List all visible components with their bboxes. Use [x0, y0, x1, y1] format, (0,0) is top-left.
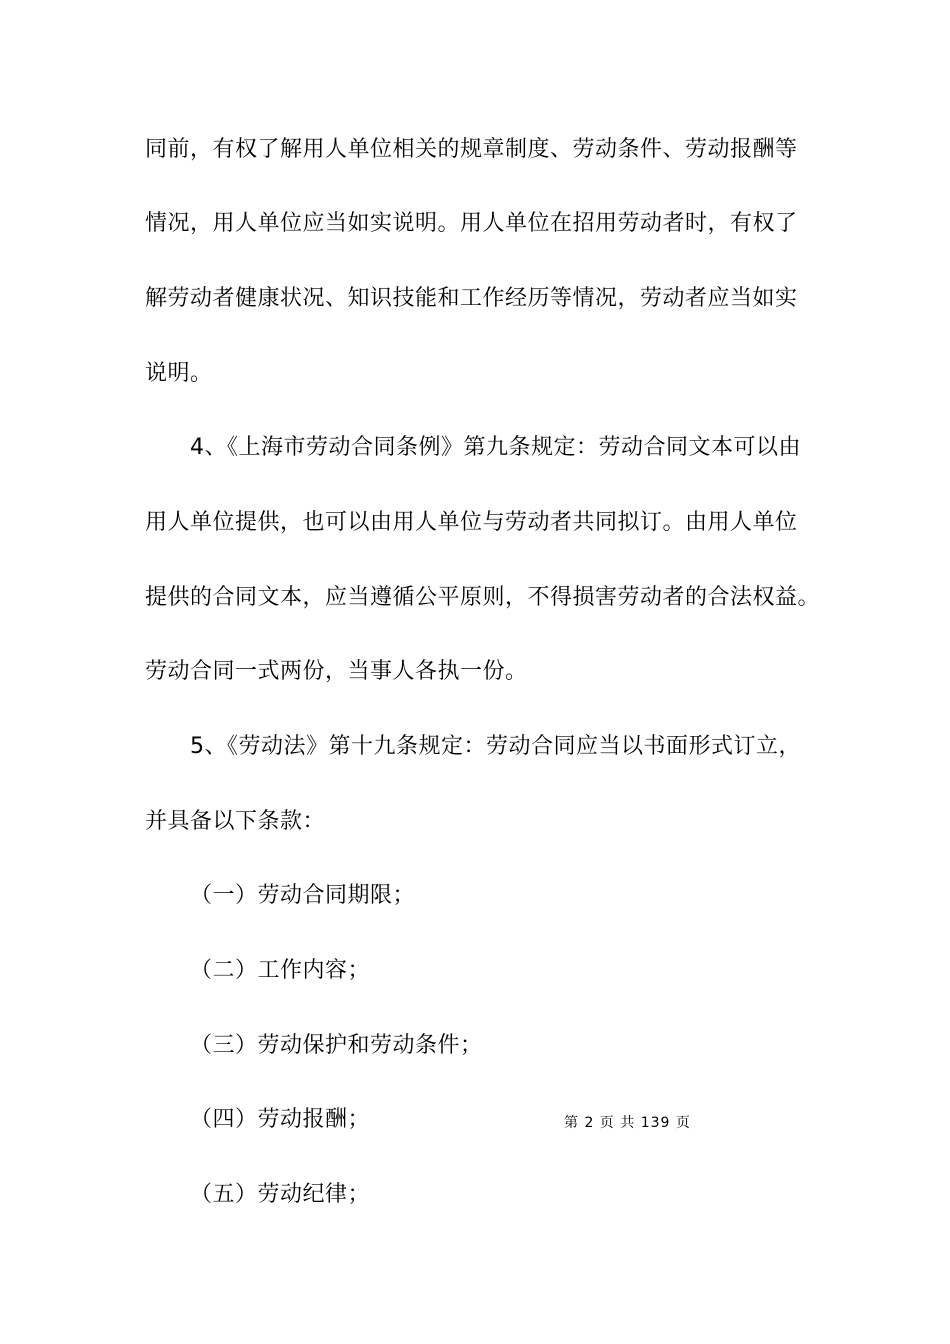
paragraph-line: 解劳动者健康状况、知识技能和工作经历等情况，劳动者应当如实	[145, 286, 798, 311]
paragraph-line: 用人单位提供，也可以由用人单位与劳动者共同拟订。由用人单位	[145, 510, 798, 535]
list-item: （一）劳动合同期限；	[190, 883, 416, 908]
paragraph-line: 情况，用人单位应当如实说明。用人单位在招用劳动者时，有权了	[145, 211, 798, 236]
list-item: （五）劳动纪律；	[190, 1182, 371, 1207]
paragraph-line: 5、《劳动法》第十九条规定：劳动合同应当以书面形式订立，	[190, 734, 801, 759]
paragraph-line: 同前，有权了解用人单位相关的规章制度、劳动条件、劳动报酬等	[145, 137, 798, 162]
paragraph-line: 劳动合同一式两份，当事人各执一份。	[145, 659, 528, 684]
paragraph-line: 并具备以下条款：	[145, 809, 326, 834]
paragraph-line: 提供的合同文本，应当遵循公平原则，不得损害劳动者的合法权益。	[145, 585, 821, 610]
list-item: （四）劳动报酬；	[190, 1107, 371, 1132]
list-item: （三）劳动保护和劳动条件；	[190, 1033, 483, 1058]
list-item: （二）工作内容；	[190, 958, 371, 983]
paragraph-line: 说明。	[145, 361, 213, 386]
page-number-footer: 第 2 页 共 139 页	[564, 1115, 691, 1131]
paragraph-line: 4、《上海市劳动合同条例》第九条规定：劳动合同文本可以由	[190, 435, 801, 460]
